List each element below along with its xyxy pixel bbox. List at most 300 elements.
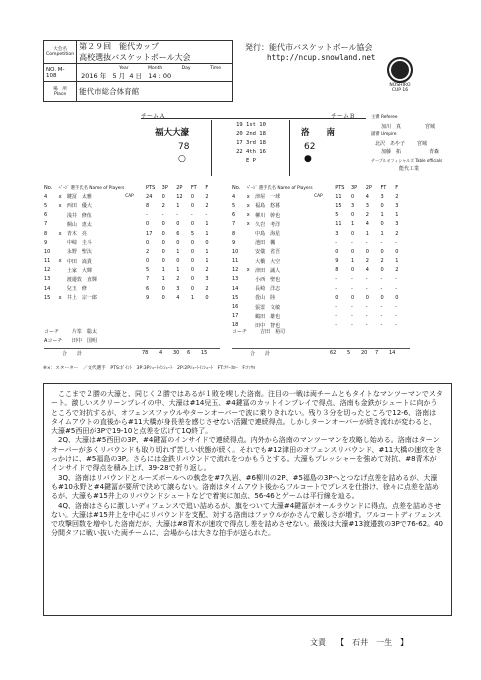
col-2p-header: 2P (365, 184, 372, 191)
referee-name: 加川 真 (381, 123, 402, 130)
player-row (232, 284, 410, 293)
umpire-label: 副審 Umpire (371, 132, 397, 137)
player-f: 0 (205, 294, 209, 301)
player-name: 小西 聖也 (255, 276, 281, 283)
place-label-en: Place (53, 91, 67, 97)
game-no-label: NO. (46, 66, 56, 73)
player-2p: 0 (365, 248, 369, 255)
place-cell (77, 82, 233, 102)
date-header-year: Year (119, 65, 129, 71)
player-no: 9 (44, 239, 48, 246)
team-b-header-row (232, 183, 410, 192)
team-a-header-row (44, 183, 220, 192)
score-divider-right (289, 120, 290, 176)
captain-mark (125, 247, 146, 256)
date-day-unit: 日 (135, 71, 143, 80)
player-name: 鍵冨 太雅 (66, 194, 92, 201)
player-ft: - (380, 313, 383, 320)
player-3p: 0 (350, 248, 355, 255)
date-header-month: Month (148, 65, 163, 71)
referee-label: 主審 Referee (371, 115, 398, 120)
team-a-total-2p: 30 (173, 350, 180, 356)
player-3p: 0 (350, 212, 355, 219)
game-no: M-108 (46, 66, 65, 79)
player-ft: 0 (380, 294, 384, 301)
player-3p: 2 (161, 202, 165, 209)
player-no: 17 (232, 313, 239, 320)
player-row (232, 220, 410, 229)
period-1: 19 1st 10 (236, 122, 266, 128)
period-4: 22 4th 16 (236, 149, 266, 155)
player-row (44, 257, 220, 266)
player-pts: - (146, 212, 148, 219)
player-3p: - (350, 322, 353, 329)
player-2p: 0 (365, 294, 369, 301)
player-no: 15 (44, 294, 51, 301)
captain-mark: CAP (314, 194, 323, 200)
player-pts: 9 (146, 294, 150, 301)
logo-line1: NOSHIRO (389, 83, 411, 88)
player-ft: 1 (380, 212, 384, 219)
umpire1-pref: 宮城 (417, 140, 428, 147)
team-b-total-2p: 20 (361, 350, 368, 356)
player-ft: - (380, 276, 383, 283)
player-2p: 4 (365, 193, 369, 200)
player-row (232, 312, 410, 321)
starter-mark (59, 275, 67, 284)
game-info-table (43, 40, 233, 102)
player-pts: 11 (335, 193, 342, 200)
player-3p: 1 (161, 276, 165, 283)
player-row (232, 257, 410, 266)
player-ft: 0 (190, 248, 194, 255)
player-ft: 3 (380, 193, 384, 200)
starter-mark: x (246, 212, 250, 219)
player-pts: 17 (146, 230, 153, 237)
stats-legend: ※×：スターター ／文代選手 PTS:ﾎﾟｲﾝﾄ 3P:3Pｼｭｰﾄｲﾝｼｭｰﾄ 2P:2Pｼｭｰﾄｲﾝｼｭｰﾄ FT:ﾌﾘｰｽﾛｰ F:ﾌｧｳﾙ (43, 366, 256, 371)
player-no: 5 (44, 202, 48, 209)
player-2p: - (365, 276, 368, 283)
player-name: 青木 亮 (66, 231, 87, 238)
player-row (232, 302, 410, 311)
reporter-label: 文責 (310, 638, 326, 647)
player-f: - (395, 285, 397, 292)
player-ft: - (380, 322, 383, 329)
captain-mark (314, 238, 335, 247)
reporter (310, 637, 408, 648)
col-pts-header: PTS (146, 184, 156, 191)
captain-mark (125, 257, 146, 266)
starter-mark: x (58, 230, 62, 237)
player-f: 0 (205, 239, 209, 246)
team-b-coaches (232, 328, 285, 335)
event-title-cell (77, 41, 233, 64)
player-name: 田中 智也 (255, 322, 281, 329)
player-ft: 1 (380, 230, 384, 237)
team-b-label: チームＢ (331, 113, 356, 120)
starter-mark: x (246, 267, 250, 274)
player-no: 9 (232, 239, 236, 246)
team-a-label: チームＡ (141, 113, 166, 120)
player-f: 2 (395, 230, 399, 237)
player-name: 鶴田 雄也 (255, 313, 281, 320)
player-ft: 0 (380, 248, 384, 255)
player-f: 2 (395, 193, 399, 200)
starter-mark (59, 284, 67, 293)
player-pts: - (335, 322, 337, 329)
player-3p: 0 (161, 193, 165, 200)
team-b-total-row (232, 348, 410, 357)
player-f: 0 (395, 294, 399, 301)
basketball-emblem-icon (387, 57, 413, 83)
player-row (44, 220, 220, 229)
captain-mark (314, 284, 335, 293)
team-a-coach-label: コーチ (44, 329, 60, 335)
player-name: 安儀 省吾 (255, 249, 281, 256)
player-pts: 0 (335, 294, 339, 301)
captain-mark (125, 220, 146, 229)
player-3p: - (350, 276, 353, 283)
starter-mark (247, 257, 255, 266)
team-b-stats-table (232, 183, 410, 330)
player-no: 14 (44, 285, 51, 292)
starter-mark: x (246, 202, 250, 209)
player-ft: - (380, 304, 383, 311)
player-3p: 1 (350, 258, 355, 265)
team-a-acoach: 田中 国明 (72, 338, 98, 344)
player-name: 大橋 大空 (255, 258, 281, 265)
player-2p: - (365, 322, 368, 329)
player-2p: - (365, 313, 368, 320)
organizer-name: 発行：能代市バスケットボール協会 (245, 43, 373, 52)
player-3p: 1 (161, 267, 165, 274)
team-a-result-mark: ○ (178, 154, 186, 164)
player-name: 久岩 考洋 (255, 221, 281, 228)
player-name: 福島 悠暮 (255, 203, 281, 210)
player-ft: 0 (380, 221, 384, 228)
player-row (44, 284, 220, 293)
player-no: 6 (44, 212, 48, 219)
player-3p: 0 (350, 193, 355, 200)
player-pts: 6 (146, 285, 150, 292)
team-a-score: 78 (178, 142, 190, 152)
player-row (232, 247, 410, 256)
player-f: 0 (395, 248, 399, 255)
player-row (44, 229, 220, 238)
col-3p-header: 3P (161, 184, 168, 191)
team-b-name: 洛 南 (301, 128, 336, 138)
team-a-total-f: 15 (201, 350, 208, 356)
player-pts: 8 (335, 267, 339, 274)
logo-line2: CUP 16 (391, 88, 409, 93)
player-no: 7 (232, 221, 236, 228)
player-row (232, 266, 410, 275)
player-no: 14 (232, 285, 239, 292)
starter-mark (59, 247, 67, 256)
player-3p: 0 (161, 285, 165, 292)
starter-mark (59, 238, 67, 247)
player-2p: 2 (365, 258, 369, 265)
team-b-total-f: 14 (389, 350, 396, 356)
starter-mark: x (246, 193, 250, 200)
starter-mark (247, 302, 255, 311)
captain-mark (314, 211, 335, 220)
player-pts: 24 (146, 193, 153, 200)
player-name: 津屋 一球 (255, 194, 281, 201)
place-label-cell (44, 82, 77, 102)
starter-mark (247, 312, 255, 321)
player-f: 2 (205, 202, 209, 209)
col-f-header: F (205, 184, 209, 191)
player-f: 3 (395, 221, 399, 228)
starter-mark: x (246, 221, 250, 228)
player-ft: 5 (190, 230, 194, 237)
player-row (44, 192, 220, 201)
player-3p: 3 (350, 202, 355, 209)
team-a-stats-table (44, 183, 220, 302)
player-3p: 0 (161, 258, 165, 265)
player-2p: - (365, 239, 368, 246)
player-f: 3 (205, 276, 209, 283)
captain-mark (125, 284, 146, 293)
captain-mark (125, 275, 146, 284)
player-f: - (395, 239, 397, 246)
player-f: - (205, 212, 208, 219)
player-row (44, 211, 220, 220)
player-no: 15 (232, 294, 239, 301)
captain-mark (125, 211, 146, 220)
player-2p: 4 (176, 294, 180, 301)
player-no: 8 (232, 230, 236, 237)
player-no: 8 (44, 230, 48, 237)
starter-mark (247, 284, 255, 293)
player-pts: 5 (146, 267, 150, 274)
player-name: 西田 優大 (66, 203, 92, 210)
player-f: 2 (205, 193, 209, 200)
event-title-2: 高校選抜バスケットボール大会 (79, 53, 191, 62)
player-row (44, 266, 220, 275)
game-no-cell (44, 64, 77, 82)
captain-mark (125, 266, 146, 275)
starter-mark: x (58, 193, 62, 200)
captain-mark (314, 220, 335, 229)
player-row (232, 229, 410, 238)
starter-mark (247, 247, 255, 256)
starter-mark (59, 266, 67, 275)
player-no: 13 (232, 276, 239, 283)
captain-mark (314, 321, 335, 330)
date-header-time: Time (209, 65, 221, 71)
player-pts: - (335, 276, 337, 283)
player-f: 1 (205, 221, 209, 228)
player-3p: 0 (161, 230, 165, 237)
player-3p: 1 (350, 221, 355, 228)
player-name: 井上 宗一郎 (66, 295, 97, 302)
player-f: 1 (205, 230, 209, 237)
player-name: 張霊 文敏 (255, 304, 281, 311)
player-f: 1 (395, 258, 399, 265)
player-2p: 6 (176, 230, 180, 237)
player-name: 土家 大輝 (66, 267, 92, 274)
player-ft: - (380, 285, 383, 292)
captain-mark (314, 312, 335, 321)
player-2p: - (365, 285, 368, 292)
starter-mark (247, 293, 255, 302)
col-3p-header: 3P (350, 184, 358, 191)
player-2p: 0 (176, 239, 180, 246)
player-2p: 3 (176, 285, 180, 292)
player-name: 渡邉敦 直輝 (66, 276, 97, 283)
date-header-day: Day (181, 65, 191, 71)
player-row (44, 247, 220, 256)
team-b-total-3p: 5 (347, 350, 351, 356)
table-officials-label: テーブルオフィシャルズ Table officials (371, 157, 443, 163)
starter-mark: x (58, 294, 62, 301)
captain-mark (314, 247, 335, 256)
player-3p: - (350, 285, 353, 292)
place-label: 場 所 (53, 86, 67, 92)
player-2p: 0 (176, 221, 180, 228)
player-no: 12 (44, 267, 51, 274)
event-name-label-cell (44, 41, 77, 64)
player-pts: 0 (146, 239, 150, 246)
organizer-url: http://ncup.snowland.net (267, 53, 376, 62)
col-name-header: ﾍﾟｰｼﾞ 選手氏名 Name of Players (246, 185, 313, 191)
starter-mark (247, 229, 255, 238)
player-3p: 0 (161, 294, 165, 301)
captain-mark (125, 293, 146, 302)
period-scores (219, 121, 283, 166)
captain-mark (125, 238, 146, 247)
reporter-name: 【 石井 一生 】 (336, 638, 409, 647)
player-ft: 0 (190, 267, 194, 274)
period-2: 20 2nd 18 (236, 131, 266, 137)
team-b-rows (232, 192, 410, 330)
player-2p: 3 (365, 202, 369, 209)
player-name: 中田 嵩貴 (66, 258, 92, 265)
player-pts: 7 (146, 276, 150, 283)
player-ft: 0 (190, 239, 194, 246)
team-b-total-pts: 62 (330, 350, 337, 356)
team-b-total-ft: 7 (375, 350, 379, 356)
player-3p: 0 (350, 230, 355, 237)
col-ft-header: FT (190, 184, 197, 191)
officials (371, 114, 461, 174)
starter-mark: x (58, 258, 62, 265)
player-2p: - (176, 212, 179, 219)
player-no: 16 (232, 304, 239, 311)
player-row (232, 211, 410, 220)
col-f-header: F (395, 184, 399, 191)
player-row (232, 201, 410, 210)
player-3p: - (350, 313, 353, 320)
team-a-total-3p: 4 (159, 350, 163, 356)
player-ft: - (380, 239, 383, 246)
player-name: 柳川 幹也 (255, 212, 281, 219)
event-name-label: 大会名 (53, 47, 67, 52)
team-b-total-label: 合 計 (250, 351, 271, 357)
player-3p: 0 (350, 294, 355, 301)
player-row (44, 275, 220, 284)
referee-pref: 宮城 (425, 123, 436, 130)
player-2p: 1 (176, 267, 180, 274)
player-pts: 8 (146, 202, 150, 209)
player-ft: 0 (190, 285, 194, 292)
player-pts: 0 (146, 258, 150, 265)
player-f: - (395, 304, 397, 311)
player-pts: 9 (335, 258, 339, 265)
team-a-coach: 片峯 聡太 (72, 329, 98, 335)
player-2p: 0 (176, 258, 180, 265)
starter-mark: x (58, 202, 62, 209)
captain-mark (125, 201, 146, 210)
player-2p: 4 (365, 267, 369, 274)
player-3p: 0 (161, 239, 165, 246)
col-no-header: No. (232, 184, 241, 191)
team-a-acoach-label: Aコーチ (44, 338, 63, 344)
player-2p: 1 (176, 202, 180, 209)
event-title-1: 第２９回 能代カップ (79, 42, 160, 51)
player-no: 4 (44, 193, 48, 200)
player-row (232, 293, 410, 302)
player-no: 18 (232, 322, 239, 329)
player-2p: 12 (176, 193, 183, 200)
player-pts: - (335, 285, 337, 292)
player-no: 11 (44, 258, 51, 265)
team-a-total-label: 合 計 (62, 351, 83, 357)
player-row (232, 275, 410, 284)
player-pts: - (335, 304, 337, 311)
umpire2-pref: 青森 (429, 149, 440, 155)
player-2p: 4 (365, 221, 369, 228)
player-ft: - (190, 212, 193, 219)
player-pts: - (335, 313, 337, 320)
player-f: - (395, 322, 397, 329)
player-no: 12 (232, 267, 239, 274)
captain-mark (125, 229, 146, 238)
captain-mark (314, 302, 335, 311)
date-time: 14 : 00 (148, 71, 172, 80)
captain-mark (314, 275, 335, 284)
player-3p: 0 (161, 221, 165, 228)
player-ft: 0 (190, 258, 194, 265)
score-box (141, 113, 366, 178)
team-a-rows (44, 192, 220, 302)
player-2p: - (365, 304, 368, 311)
player-pts: 15 (335, 202, 342, 209)
player-2p: 1 (365, 230, 369, 237)
game-report-text: ここまで２勝の大濠と、同じく２勝ではあるが１敗を喫した洛南。注目の一戦は両チームともタイトなマンツーマンでスタート。激しいスクリーンプレイの中、大濠は#14兒玉、#4鍵冨のカットインプレイで得点、洛南も金鉄がシュートに向かうところで対抗するが、オフェンスファウルやターンオーバーで波に乗りきれない。残り３分を切ったところで12-6、洛南はタイムアウトの直後から#11大橋が身長差を感じさせない活躍で連続得点。しかしターンオーバーが続き流れが変わると、大濠#5西田が3Pで19-10と点差を広げて1Q終了。 2Q、大濠は#5西田の3P、#4鍵冨のインサイドで連続得点。内外から洛南のマンツーマンを攻略し始める。洛南はターンオーバーが多くリバウンドも取り切れず苦しい状態が続く。それでも#12津田のオフェンスリバウンド、#11大橋の速攻をきっかけに、#5福島の3P。さらには金鉄リバウンドで流れをつかもうとする。大濠もプレッシャーを強めて対抗、#8青木がインサイドで得点を積み上げ、39-28で折り返し。 3Q、洛南はリバウンドとルーズボールへの執念を#7久岩、#6柳川の2P、#5福島の3Pへとつなげ点差を詰めるが、大濠も#10永野と#4鍵冨が要所で決めて譲らない。洛南はタイムアウト後からフルコートでプレスを仕掛け、徐々に点差を詰めるが、大濠も#15井上のリバウンドシュートなどで着実に加点、56-46とゲームは平行線を辿る。 4Q、洛南はさらに激しいディフェンスで追い詰めるが、旗をついて大濠#4鍵冨がオールラウンドに得点、点差を詰めさせない。大濠は#15井上を中心にリバウンドを支配、対する洛南はファウルがかさんで厳しさが増す。フルコートディフェンスで攻撃回数を増やした洛南だが、大濠は#8青木が速攻で得点し差を詰めさせない。最後は大濠#13渡邉敦の3Pで76-62。40分間タフに戦い抜いた両チームに、会場からは大きな拍手が送られた。 (51, 390, 444, 538)
captain-mark (314, 201, 335, 210)
captain-mark (314, 257, 335, 266)
player-pts: 0 (335, 248, 339, 255)
date-year: 2016 (81, 71, 98, 80)
date-month: 5 (112, 71, 117, 80)
player-pts: 5 (335, 212, 339, 219)
player-row (44, 293, 220, 302)
player-no: 4 (232, 193, 236, 200)
player-name: 中崎 圭斗 (66, 240, 92, 247)
player-no: 7 (44, 221, 48, 228)
player-pts: - (335, 239, 337, 246)
team-a-coaches (44, 328, 97, 346)
col-no-header: No. (44, 184, 53, 191)
table-officials: 能代工業 (399, 166, 420, 172)
noshiro-cup-logo (380, 57, 420, 93)
player-pts: 2 (146, 248, 150, 255)
player-2p: 2 (365, 212, 369, 219)
team-b-coach: 吉田 裕司 (260, 329, 286, 335)
